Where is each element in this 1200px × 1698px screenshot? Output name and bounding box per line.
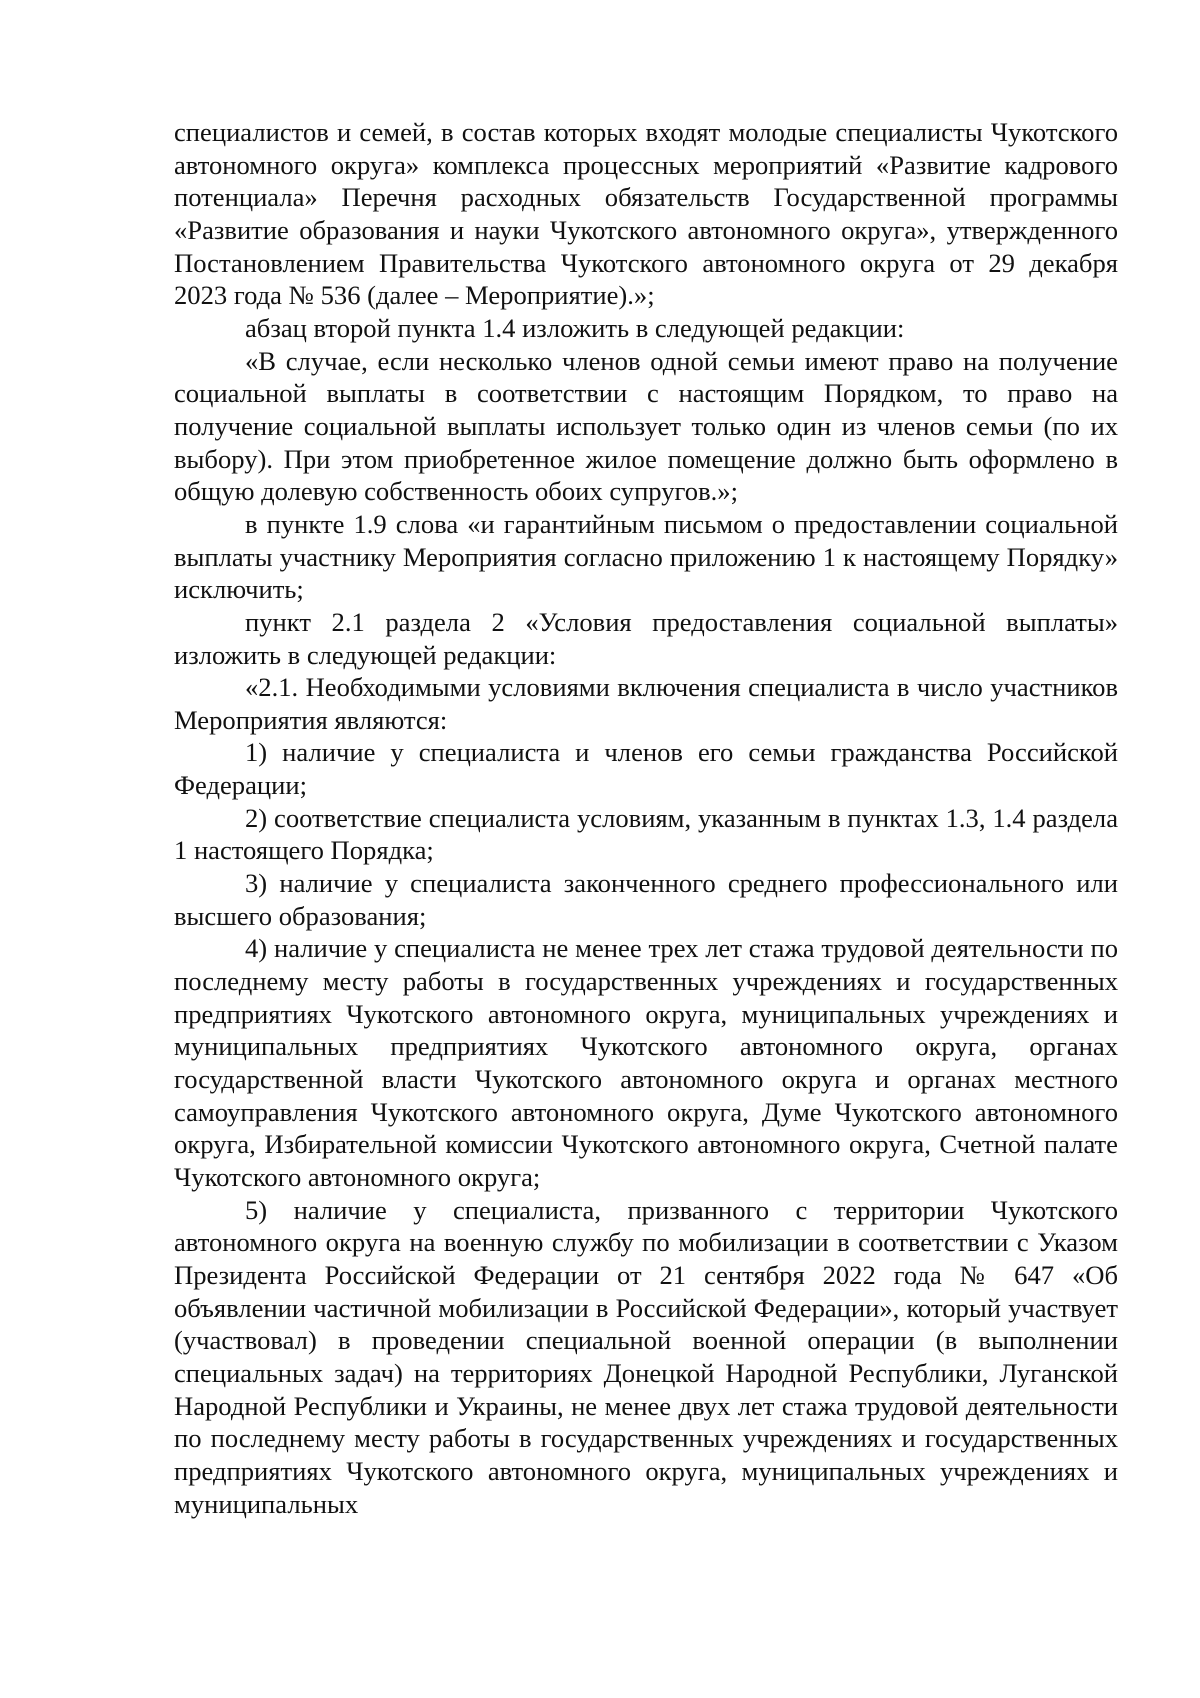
paragraph-amendment-2-1: пункт 2.1 раздела 2 «Условия предоставления социальной выплаты» изложить в следующей редакции:: [174, 606, 1118, 670]
paragraph-continuation: специалистов и семей, в состав которых входят молодые специалисты Чукотского автономного округа» комплекса процессных мероприятий «Развитие кадрового потенциала» Перечня расходных обязательств Государственной программы «Развитие образования и науки Чукотского автономного округа», утвержденного Постановлением Правительства Чукотского автономного округа от 29 декабря 2023 года № 536 (далее – Мероприятие).»;: [174, 117, 1118, 311]
list-item-4: 4) наличие у специалиста не менее трех лет стажа трудовой деятельности по последнему месту работы в государственных учреждениях и государственных предприятиях Чукотского автономного округа, муниципальных учреждениях и муниципальных предприятиях Чукотского автономного округа, органах государственной власти Чукотского автономного округа и органах местного самоуправления Чукотского автономного округа, Думе Чукотского автономного округа, Избирательной комиссии Чукотского автономного округа, Счетной палате Чукотского автономного округа;: [174, 933, 1118, 1192]
list-item-3: 3) наличие у специалиста законченного среднего профессионального или высшего образования;: [174, 868, 1118, 931]
document-body: [174, 116, 1118, 1520]
list-item-1: 1) наличие у специалиста и членов его семьи гражданства Российской Федерации;: [174, 737, 1118, 801]
paragraph-amendment-1-4: абзац второй пункта 1.4 изложить в следующей редакции:: [245, 312, 905, 343]
paragraph-amendment-1-9: в пункте 1.9 слова «и гарантийным письмом о предоставлении социальной выплаты участнику Мероприятия согласно приложению 1 к настоящему Порядку» исключить;: [174, 508, 1118, 605]
paragraph-conditions-intro: «2.1. Необходимыми условиями включения специалиста в число участников Мероприятия являются:: [174, 672, 1118, 735]
list-item-2: 2) соответствие специалиста условиям, указанным в пунктах 1.3, 1.4 раздела 1 настоящего Порядка;: [174, 802, 1118, 866]
paragraph-family-members: «В случае, если несколько членов одной семьи имеют право на получение социальной выплаты в соответствии с настоящим Порядком, то право на получение социальной выплаты использует только один из членов семьи (по их выбору). При этом приобретенное жилое помещение должно быть оформлено в общую долевую собственность обоих супругов.»;: [174, 345, 1118, 507]
list-item-5: 5) наличие у специалиста, призванного с территории Чукотского автономного округа на военную службу по мобилизации в соответствии с Указом Президента Российской Федерации от 21 сентября 2022 года № 647 «Об объявлении частичной мобилизации в Российской Федерации», который участвует (участвовал) в проведении специальной военной операции (в выполнении специальных задач) на территориях Донецкой Народной Республики, Луганской Народной Республики и Украины, не менее двух лет стажа трудовой деятельности по последнему месту работы в государственных учреждениях и государственных предприятиях Чукотского автономного округа, муниципальных учреждениях и муниципальных: [174, 1194, 1118, 1519]
